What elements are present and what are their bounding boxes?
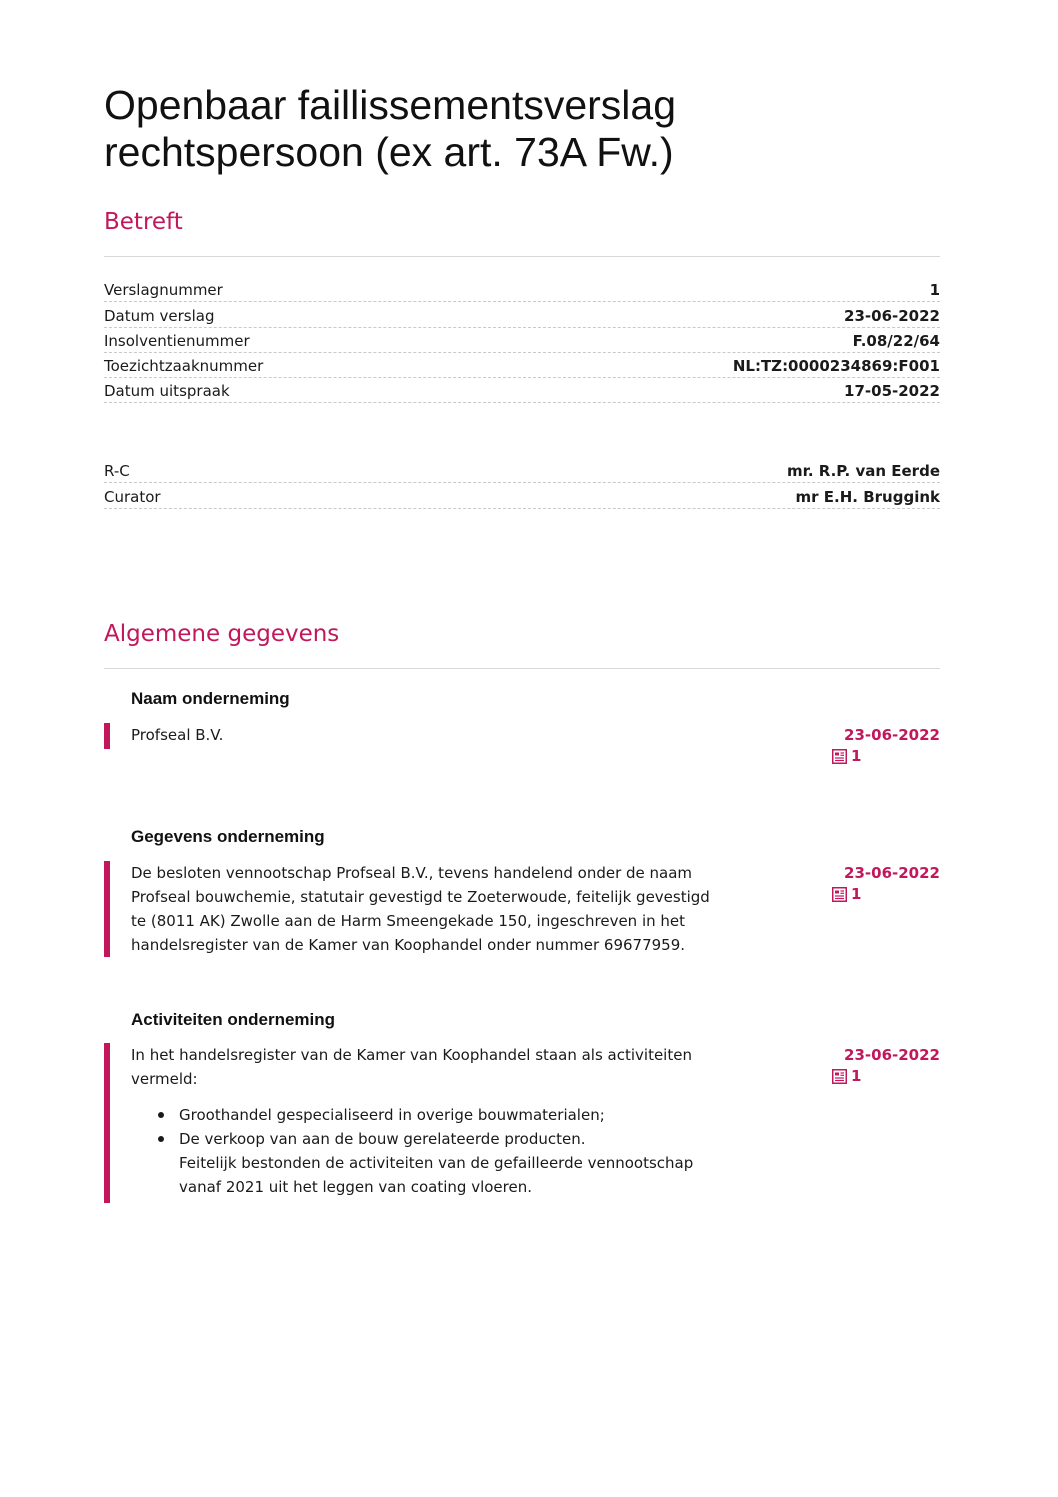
entry-accent-bar	[104, 861, 110, 957]
detail-label: R-C	[104, 462, 130, 481]
page-title	[104, 82, 940, 176]
entry-text	[131, 723, 791, 747]
detail-row-verslagnummer	[104, 277, 940, 302]
entry-date: 23-06-2022	[844, 726, 940, 744]
page-title-line-2: rechtspersoon (ex art. 73A Fw.)	[104, 129, 674, 175]
officials-table	[104, 458, 940, 509]
document-icon	[832, 749, 847, 764]
detail-value: F.08/22/64	[852, 331, 940, 350]
detail-row-rc	[104, 458, 940, 483]
entry-accent-bar	[104, 1043, 110, 1203]
entry-date: 23-06-2022	[844, 1046, 940, 1064]
entry-text	[131, 861, 791, 957]
entry-line: De besloten vennootschap Profseal B.V., tevens handelend onder de naam	[131, 864, 693, 882]
report-reference-link[interactable]	[832, 747, 940, 765]
section-divider	[104, 668, 940, 669]
section-divider	[104, 256, 940, 257]
detail-value: NL:TZ:0000234869:F001	[732, 357, 940, 376]
subheading-naam-onderneming: Naam onderneming	[131, 689, 290, 708]
entry-paragraph: Profseal B.V.	[131, 726, 224, 744]
document-icon	[832, 1069, 847, 1084]
list-item: De verkoop van aan de bouw gerelateerde producten.	[179, 1127, 791, 1151]
detail-row-toezichtzaaknummer	[104, 353, 940, 378]
subheading-gegevens-onderneming: Gegevens onderneming	[131, 827, 325, 846]
entry-meta	[810, 861, 940, 903]
entry-activiteiten-onderneming	[104, 1043, 940, 1203]
activities-list	[131, 1103, 791, 1151]
entry-gegevens-onderneming	[104, 861, 940, 957]
detail-row-datum-verslag	[104, 302, 940, 327]
detail-value: 17-05-2022	[844, 382, 940, 401]
detail-row-datum-uitspraak	[104, 378, 940, 403]
entry-meta	[810, 723, 940, 765]
entry-line: handelsregister van de Kamer van Koophandel onder nummer 69677959.	[131, 936, 686, 954]
entry-text	[131, 1043, 791, 1199]
detail-label: Insolventienummer	[104, 331, 250, 350]
report-reference-number: 1	[851, 885, 862, 903]
entry-line: Profseal bouwchemie, statutair gevestigd te Zoeterwoude, feitelijk gevestigd	[131, 888, 710, 906]
entry-naam-onderneming	[104, 723, 940, 773]
entry-date: 23-06-2022	[844, 864, 940, 882]
report-reference-link[interactable]	[832, 1067, 940, 1085]
detail-value: mr E.H. Bruggink	[795, 487, 940, 506]
entry-meta	[810, 1043, 940, 1085]
detail-value: 1	[929, 281, 940, 300]
detail-label: Toezichtzaaknummer	[104, 357, 264, 376]
report-reference-number: 1	[851, 1067, 862, 1085]
list-item: Groothandel gespecialiseerd in overige bouwmaterialen;	[179, 1103, 791, 1127]
document-icon	[832, 887, 847, 902]
detail-value: 23-06-2022	[844, 306, 940, 325]
case-details-table	[104, 277, 940, 403]
entry-line: vanaf 2021 uit het leggen van coating vloeren.	[179, 1178, 533, 1196]
entry-line: te (8011 AK) Zwolle aan de Harm Smeengekade 150, ingeschreven in het	[131, 912, 686, 930]
page-title-line-1: Openbaar faillissementsverslag	[104, 82, 676, 128]
entry-line: In het handelsregister van de Kamer van Koophandel staan als activiteiten	[131, 1046, 692, 1064]
detail-label: Verslagnummer	[104, 281, 223, 300]
entry-line: vermeld:	[131, 1070, 198, 1088]
section-heading-algemene-gegevens: Algemene gegevens	[104, 621, 340, 647]
detail-row-curator	[104, 483, 940, 508]
report-reference-link[interactable]	[832, 885, 940, 903]
report-reference-number: 1	[851, 747, 862, 765]
detail-value: mr. R.P. van Eerde	[786, 462, 940, 481]
detail-label: Curator	[104, 487, 161, 506]
section-heading-betreft: Betreft	[104, 209, 183, 235]
entry-line: Feitelijk bestonden de activiteiten van de gefailleerde vennootschap	[179, 1154, 694, 1172]
detail-row-insolventienummer	[104, 328, 940, 353]
detail-label: Datum uitspraak	[104, 382, 230, 401]
entry-accent-bar	[104, 723, 110, 749]
detail-label: Datum verslag	[104, 306, 215, 325]
subheading-activiteiten-onderneming: Activiteiten onderneming	[131, 1010, 336, 1029]
